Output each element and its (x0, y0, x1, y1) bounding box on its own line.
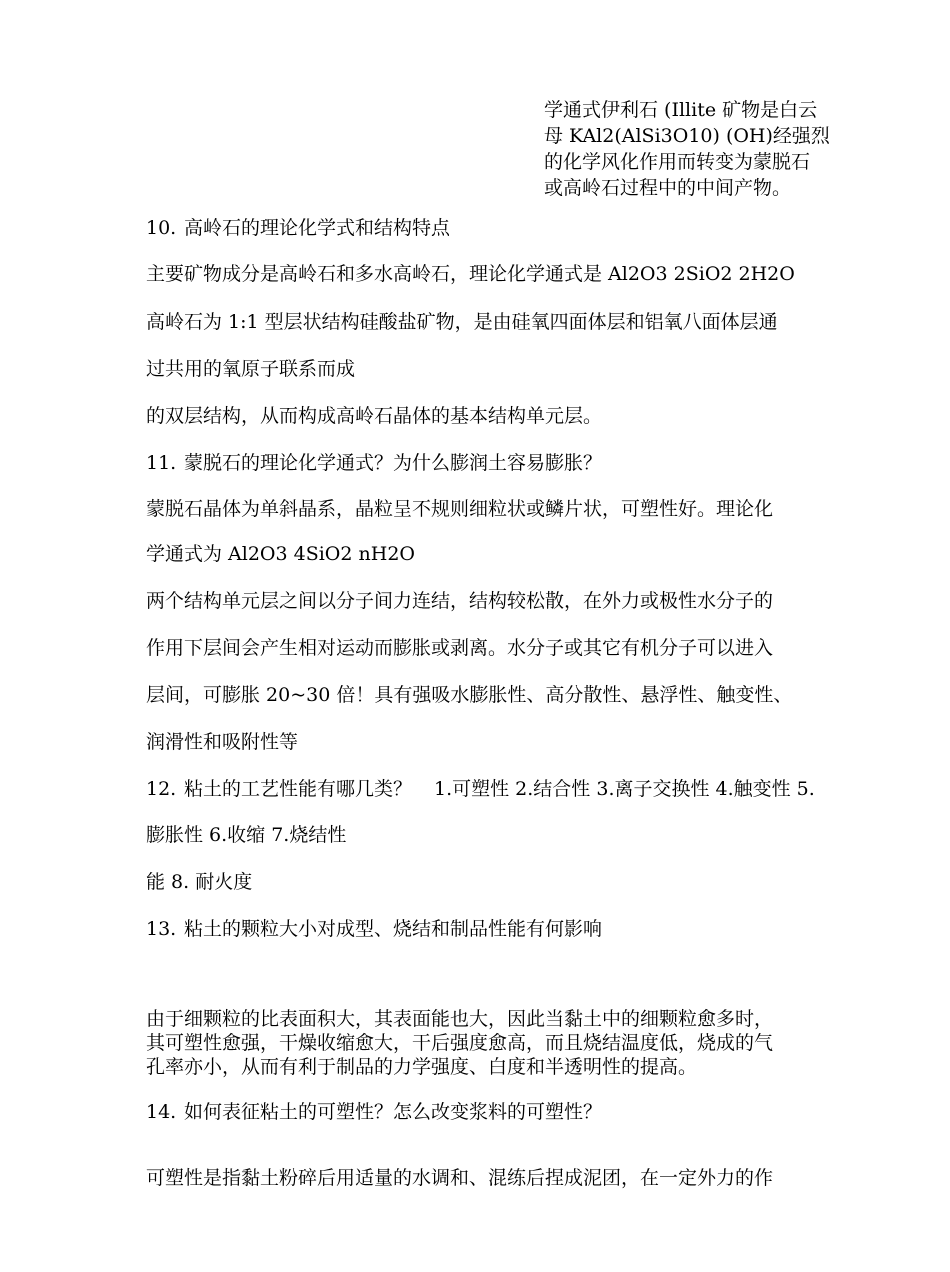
paragraph-line: 高岭石为 1:1 型层状结构硅酸盐矿物，是由硅氧四面体层和铝氧八面体层通 (146, 311, 778, 333)
paragraph-line: 由于细颗粒的比表面积大，其表面能也大，因此当黏土中的细颗粒愈多时， (146, 1008, 774, 1030)
paragraph-line: 其可塑性愈强，干燥收缩愈大，干后强度愈高，而且烧结温度低，烧成的气 (146, 1032, 774, 1054)
paragraph-line: 可塑性是指黏土粉碎后用适量的水调和、混练后捏成泥团，在一定外力的作 (146, 1167, 774, 1189)
question-number: 13. (146, 918, 177, 940)
question-title: 粘土的工艺性能有哪几类？ (184, 778, 413, 800)
question-number: 10. (146, 217, 177, 239)
paragraph-line: 的双层结构，从而构成高岭石晶体的基本结构单元层。 (146, 405, 603, 427)
question-12-heading (146, 777, 815, 801)
question-11-heading (146, 451, 602, 475)
paragraph-line: 能 8. 耐火度 (146, 871, 253, 893)
paragraph-line: 主要矿物成分是高岭石和多水高岭石，理论化学通式是 Al2O3 2SiO2 2H2O (146, 263, 795, 285)
question-title: 高岭石的理论化学式和结构特点 (184, 217, 451, 239)
paragraph-line: 层间，可膨胀 20~30 倍！具有强吸水膨胀性、高分散性、悬浮性、触变性、 (146, 684, 793, 706)
side-note-line: 或高岭石过程中的中间产物。 (544, 177, 792, 199)
question-number: 14. (146, 1101, 177, 1123)
question-title: 如何表征粘土的可塑性？怎么改变浆料的可塑性？ (184, 1101, 603, 1123)
question-number: 11. (146, 452, 177, 474)
question-title: 粘土的颗粒大小对成型、烧结和制品性能有何影响 (184, 918, 603, 940)
question-title: 蒙脱石的理论化学通式？为什么膨润土容易膨胀？ (184, 452, 603, 474)
paragraph-line: 润滑性和吸附性等 (146, 731, 299, 753)
side-note-line: 学通式伊利石 (Illite 矿物是白云 (544, 99, 818, 121)
question-number: 12. (146, 778, 177, 800)
side-note-line: 的化学风化作用而转变为蒙脱石 (544, 151, 811, 173)
paragraph-line: 作用下层间会产生相对运动而膨胀或剥离。水分子或其它有机分子可以进入 (146, 637, 774, 659)
paragraph-line: 学通式为 Al2O3 4SiO2 nH2O (146, 543, 415, 565)
paragraph-line: 蒙脱石晶体为单斜晶系，晶粒呈不规则细粒状或鳞片状，可塑性好。理论化 (146, 498, 774, 520)
paragraph-line: 过共用的氧原子联系而成 (146, 358, 356, 380)
answer-inline: 1.可塑性 2.结合性 3.离子交换性 4.触变性 5. (434, 778, 815, 800)
side-note-line: 母 KAl2(AlSi3O10) (OH)经强烈 (544, 125, 830, 147)
question-13-heading (146, 917, 602, 941)
paragraph-line: 膨胀性 6.收缩 7.烧结性 (146, 824, 347, 846)
paragraph-line: 两个结构单元层之间以分子间力连结，结构较松散，在外力或极性水分子的 (146, 590, 774, 612)
question-10-heading (146, 216, 450, 240)
question-14-heading (146, 1100, 602, 1124)
paragraph-line: 孔率亦小，从而有利于制品的力学强度、白度和半透明性的提高。 (146, 1056, 698, 1078)
